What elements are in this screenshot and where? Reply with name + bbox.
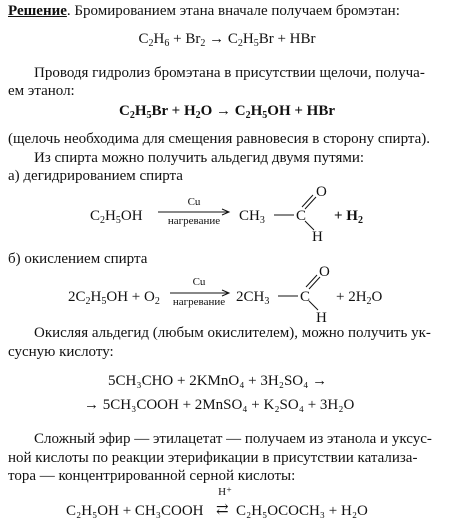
ester-text-line3: тора — концентрированной серной кислоты:	[8, 468, 296, 484]
aldehyde-intro: Из спирта можно получить альдегид двумя путями:	[34, 150, 365, 166]
acid-text-line1: Окисляя альдегид (любым окислителем), можно получить ук-	[34, 325, 431, 341]
equation-oxidation-acid-line1: 5CH₃CHO + 2KMnO₄ + 3H₂SO₄ →	[108, 373, 328, 389]
hydrolysis-text-line2: ем этанол:	[8, 83, 75, 99]
method-a-label: а) дегидрированием спирта	[8, 168, 183, 184]
eq6-left: C₂H₅OH + CH₃COOH	[66, 503, 204, 519]
eq3-oxygen: O	[316, 184, 327, 200]
intro-line	[8, 2, 448, 21]
eq6-catalyst: H⁺	[218, 486, 232, 498]
eq3-carbon: C	[296, 208, 307, 224]
eq4-product-ch3: $2CH_3$	[236, 289, 270, 307]
ester-text-line1: Сложный эфир — этилацетат — получаем из этанола и уксус-	[34, 431, 432, 447]
eq4-hydrogen: H	[316, 310, 327, 326]
acid-text-line2: сусную кислоту:	[8, 344, 114, 360]
eq3-hydrogen: H	[312, 229, 323, 245]
solution-heading: Решение	[8, 3, 67, 19]
ester-text-line2: ной кислоты по реакции этерификации в присутствии катализа-	[8, 450, 418, 466]
hydrolysis-text-line1: Проводя гидролиз бромэтана в присутствии щелочи, получа-	[34, 65, 425, 81]
eq6-right: C₂H₅OCOCH₃ + H₂O	[236, 503, 368, 519]
equation-hydrolysis: $C_2H_5Br + H_2O \to C_2H_5OH$ + HBr	[118, 103, 335, 121]
eq6-equilibrium-arrow: ⇄	[216, 502, 229, 518]
eq4-condition: нагревание	[172, 296, 226, 308]
eq4-catalyst: Cu	[192, 276, 206, 288]
intro-text: . Бромированием этана вначале получаем бромэтан:	[66, 3, 400, 19]
equation-bromination: $C_2H_6 + Br_2 \to C_2H_5Br$ + HBr	[138, 31, 316, 49]
eq4-oxygen: O	[319, 264, 330, 280]
equation-oxidation-acid-line2: → 5CH₃COOH + 2MnSO₄ + K₂SO₄ + 3H₂O	[84, 397, 355, 413]
eq4-reactants: $2C_2H_5OH + O_2$	[68, 289, 160, 307]
eq4-carbon: C	[300, 289, 311, 305]
method-b-label: б) окислением спирта	[8, 251, 148, 267]
eq3-condition: нагревание	[167, 215, 221, 227]
alkali-note: (щелочь необходима для смещения равновесия в сторону спирта).	[8, 131, 431, 147]
eq3-reactant: $C_2H_5OH$	[90, 208, 143, 226]
eq3-catalyst: Cu	[187, 196, 201, 208]
eq3-h2: + $H_2$	[334, 208, 363, 226]
eq3-ch3: $CH_3$	[239, 208, 265, 226]
eq4-water: + $2H_2O$	[336, 289, 383, 307]
